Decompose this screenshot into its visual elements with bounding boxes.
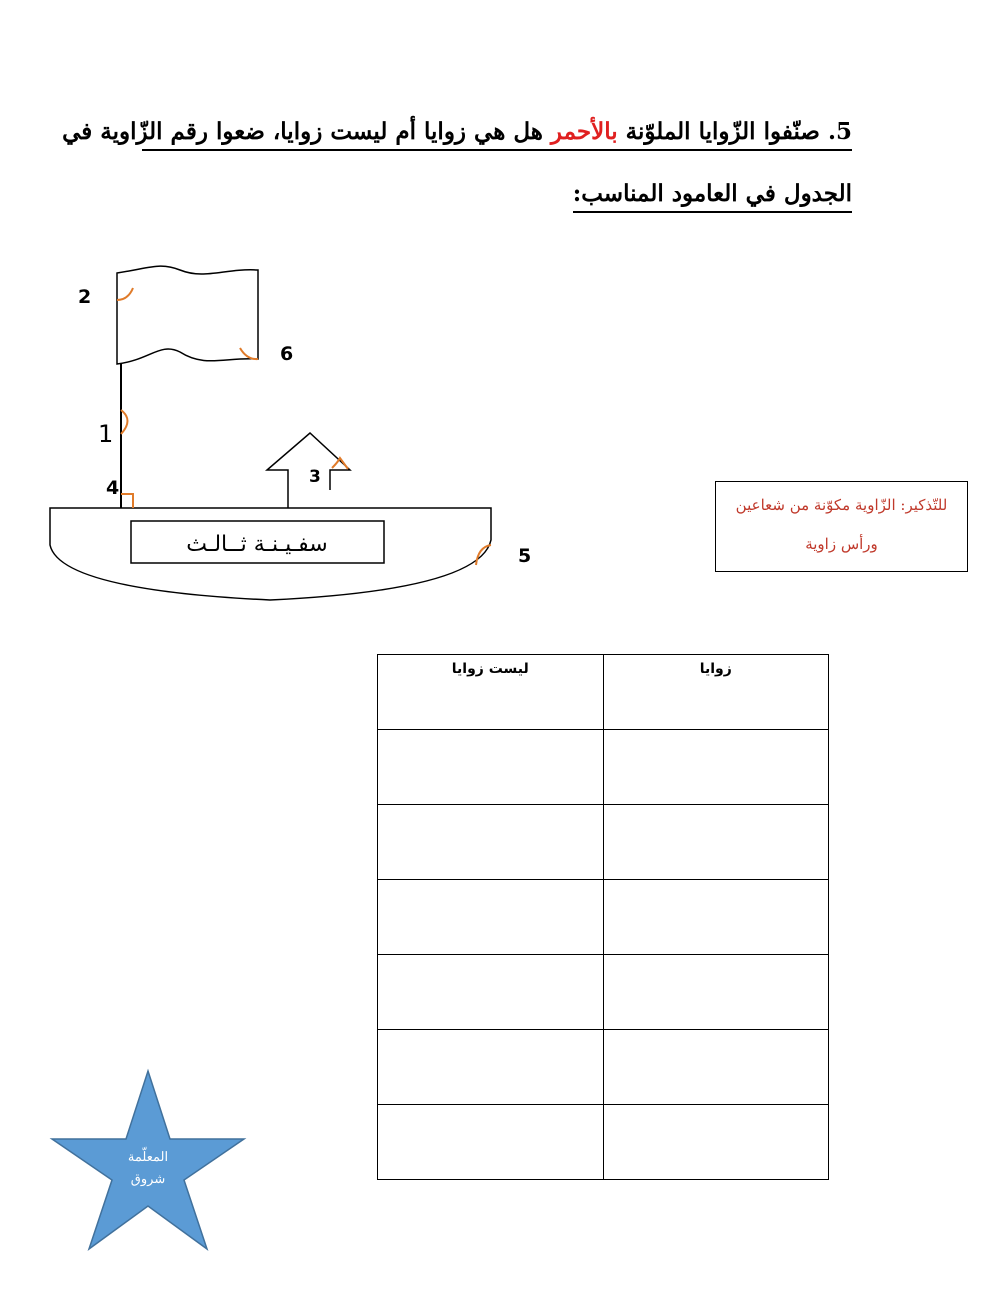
angle-label-5: 5 (518, 545, 532, 567)
table-row (378, 805, 829, 880)
question-number: 5. (827, 118, 852, 145)
question-text-start: صنّفوا الزّوايا الملوّنة (617, 118, 828, 145)
table-header-row (378, 655, 829, 730)
header-angles: زوايا (603, 655, 829, 730)
cell-angles[interactable] (603, 805, 829, 880)
cell-not-angles[interactable] (378, 1105, 604, 1180)
answer-table (377, 654, 829, 1180)
question-text-red: بالأحمر (550, 118, 618, 145)
table-row (378, 880, 829, 955)
table-row (378, 730, 829, 805)
angle-marker-3 (332, 458, 348, 469)
cell-not-angles[interactable] (378, 880, 604, 955)
cell-angles[interactable] (603, 730, 829, 805)
angle-label-6: 6 (280, 343, 294, 365)
cell-not-angles[interactable] (378, 805, 604, 880)
angle-label-1: 1 (98, 420, 114, 448)
ship-label: سفـيـنـة ثــالـث (186, 532, 328, 557)
cell-not-angles[interactable] (378, 955, 604, 1030)
reminder-line-2: ورأس زاوية (805, 535, 878, 553)
angle-marker-4 (121, 494, 133, 508)
angle-label-3: 3 (309, 467, 321, 487)
badge-line-1: المعلّمة (127, 1150, 169, 1165)
question-line-2: الجدول في العامود المناسب: (573, 180, 852, 213)
badge-line-2: شروق (130, 1172, 166, 1187)
flag (117, 266, 258, 364)
table-row (378, 1030, 829, 1105)
angle-label-2: 2 (78, 286, 92, 308)
cell-angles[interactable] (603, 1030, 829, 1105)
reminder-box (715, 481, 968, 572)
cell-not-angles[interactable] (378, 730, 604, 805)
angle-label-4: 4 (106, 477, 120, 499)
cell-angles[interactable] (603, 955, 829, 1030)
table-row (378, 1105, 829, 1180)
cell-not-angles[interactable] (378, 1030, 604, 1105)
cell-angles[interactable] (603, 1105, 829, 1180)
reminder-line-1: للتّذكير: الزّاوية مكوّنة من شعاعين (735, 496, 948, 514)
question-text-end: هل هي زوايا أم ليست زوايا، ضعوا رقم الزّاوية في (62, 118, 551, 145)
table-row (378, 955, 829, 1030)
cell-angles[interactable] (603, 880, 829, 955)
header-not-angles: ليست زوايا (378, 655, 604, 730)
